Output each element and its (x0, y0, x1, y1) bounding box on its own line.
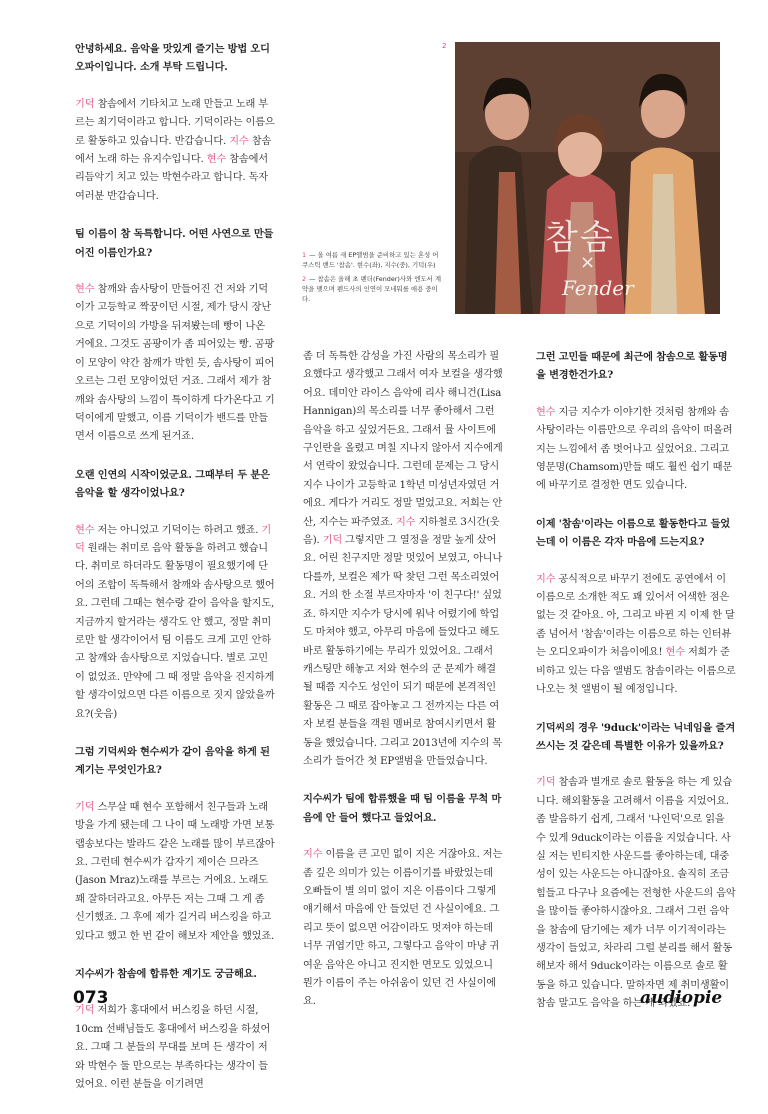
interview-answer (303, 348, 503, 771)
speaker-name: 지수 (536, 573, 556, 585)
interview-question: 기덕씨의 경우 '9duck'이라는 닉네임을 즐겨 쓰시는 것 같은데 특별한 이유가 있을까요? (536, 721, 736, 752)
interview-question: 팀 이름이 참 독특합니다. 어떤 사연으로 만들어진 이름인가요? (75, 228, 274, 259)
interview-question: 지수씨가 참솜에 합류한 계기도 궁금해요. (75, 968, 257, 981)
answer-text: 저희가 홍대에서 버스킹을 하던 시절, 10cm 선배님들도 홍대에서 버스킹을 하셨어요. 그때 그 분들의 무대를 보며 든 생각이 저와 박현수 둘 만으로는 부족하다는 생각이 들었어요. 이런 분들을 이기려면 (75, 1005, 271, 1091)
answer-text: 스무살 때 현수 포함해서 친구들과 노래방을 가게 됐는데 그 나이 때 노래방 가면 보통 랩송보다는 발라드 같은 노래를 많이 부르잖아요. 그런데 현수씨가 갑자기 제이슨 므라즈(Jason Mraz)노래를 부르는 거에요. 노래도 꽤 잘하더라고요. 아무든 저는 그때 그 게 좀 신기했죠. 그 후에 제가 길거리 버스킹을 하고 있다고 했고 한 번 같이 해보자 제안을 했었죠. (75, 801, 275, 942)
speaker-name: 지수 (303, 849, 323, 861)
interview-answer (75, 96, 275, 206)
answer-text: 지하철로 3시간(웃음). (303, 516, 500, 547)
speaker-name: 현수 (75, 284, 95, 296)
speaker-name: 기덕 (322, 535, 343, 547)
interview-question: 안녕하세요. 음악을 맛있게 즐기는 방법 오디오파이입니다. 소개 부탁 드립니다. (75, 43, 270, 74)
speaker-name: 기덕 (75, 801, 95, 813)
photo-logo-korean: 참솜 (545, 218, 615, 258)
interview-answer (75, 799, 275, 946)
interview-question: 이제 '참솜'이라는 이름으로 활동한다고 들었는데 이 이름은 각자 마음에 드는지요? (536, 517, 730, 549)
speaker-name: 현수 (75, 524, 95, 536)
caption-1: 1 — 올 여름 새 EP앨범을 준비하고 있는 혼성 어쿠스틱 밴드 '참솜'. 현수(좌), 지수(중), 기덕(우) (302, 251, 439, 269)
speaker-name: 현수 (206, 154, 227, 166)
interview-question: 오랜 인연의 시작이었군요. 그때부터 두 분은 음악을 할 생각이었나요? (75, 468, 270, 500)
answer-text: 참솜과 별개로 솔로 활동을 하는 게 있습니다. 해외활동을 고려해서 이름을 지었어요. 좀 발음하기 쉽게, 그래서 '나인덕'으로 읽을 수 있게 9duck이라는 이름을 지었습니다. 사실 저는 빈티지한 사운드를 좋아하는데, 대중성이 있는 사운드는 아니잖아요. 솔직히 조금 힘들고 다구나 요즘에는 전형한 사운드의 음악을 많이들 좋아하시잖아요. 그래서 그런 음악을 참솜에 담기에는 제가 너무 이기적이라는 생각이 들었고, 차라리 그럴 분리를 해서 활동해보자 해서 9duck이라는 이름으로 솔로 활동을 하고 있습니다. 말하자면 제 취미생활이 참솜 말고도 음악을 하는 게 되겠죠. (536, 777, 736, 1010)
answer-text: 원래는 취미로 음악 활동을 하려고 했습니다. 취미로 하더라도 활동명이 필요했기에 단어의 조합이 독특해서 참깨와 솜사탕으로 했어요. 그런데 그때는 현수랑 같이 음악을 할지도, 지금까지 할거라는 생각도 안 했고, 정말 취미로만 할 생각이어서 팀 이름도 크게 고민 안하고 참깨와 솜사탕으로 지었습니다. 별로 고민이 없었죠. 만약에 그 때 정말 음악을 진지하게 할 생각이었으면 다른 이름으로 짓지 않았을까요?(웃음) (75, 542, 275, 720)
interview-question: 지수씨가 팀에 합류했을 때 팀 이름을 무척 마음에 안 들어 했다고 들었어요. (303, 793, 502, 824)
article-column-1 (75, 40, 275, 1114)
speaker-name: 기덕 (536, 777, 556, 789)
caption-2: 2 — 참솜은 올해 초 펜더(Fender)사와 엔도서 계약을 맺으며 펜드사의 인연이 모네뭐를 애용 중이다. (302, 275, 441, 303)
interview-answer (75, 281, 275, 447)
answer-text: 이름을 큰 고민 없이 지은 거잖아요. 저는 좀 깊은 의미가 있는 이름이기를 바랐었는데 오빠들이 별 의미 없이 지은 이름이다 그렇게 얘기해서 마음에 안 들었던 건 사실이에요. 그리고 뜻이 없으면 어감이라도 멋져야 하는데 너무 귀엽기만 하고, 그렇다고 음악이 마냥 귀여운 음악은 아니고 진지한 면모도 있었으니 뭔가 이름이 주는 아쉬움이 있던 건 사실이에요. (303, 849, 503, 1008)
answer-text: 참솜에서 리듬악기 치고 있는 박현수라고 합니다. 독자 여러분 반갑습니다. (75, 154, 268, 202)
article-column-2 (303, 348, 503, 1031)
speaker-name: 기덕 (75, 524, 272, 554)
page-number: 073 (73, 988, 109, 1008)
speaker-name: 기덕 (75, 1005, 95, 1017)
speaker-name: 현수 (536, 406, 556, 418)
answer-text: 참솜에서 기타치고 노래 만들고 노래 부르는 최기덕이라고 합니다. 기덕이라는 이름으로 활동하고 있습니다. 반갑습니다. (75, 98, 275, 147)
interview-answer (75, 1002, 275, 1094)
speaker-name: 기덕 (75, 98, 95, 110)
answer-text: 참깨와 솜사탕이 만들어진 건 저와 기덕이가 고등학교 짝꿍이던 시절, 제가 당시 장난으로 기덕이의 가방을 뒤져봤는데 빵이 나온 거에요. 그것도 곰팡이가 좀 피어있는 빵. 곰팡이 모양이 약간 참깨가 박힌 듯, 솜사탕이 피어 오르는 그런 모양이었던 거죠. 그래서 제가 참깨와 솜사탕의 느낌이 특이하게 다가온다고 기덕이에게 말했고, 이름 기덕이가 밴드를 만들면서 이름으로 쓰게 된거죠. (75, 284, 275, 443)
interview-answer (536, 774, 736, 1013)
magazine-logo: audiopie (640, 988, 723, 1008)
photo-logo-fender: Fender (562, 276, 634, 300)
photo-index: 2 (442, 42, 447, 50)
answer-text: 그렇지만 그 열정을 정말 높게 샀어요. 어린 친구지만 정말 멋있어 보였고, 아니나 다를까, 보컬은 제가 딱 찾던 그런 목소리였어요. 거의 한 소절 부르자마자 '이 친구다!' 싶었죠. 하지만 지수가 당시에 워낙 어렸기에 학업도 마쳐야 했고, 아무리 마음에 들었다고 해도 바로 활동하기에는 무리가 있었어요. 그래서 캐스팅만 해놓고 저와 현수의 군 문제가 해결될 때쯤 지수도 성인이 되기 때문에 본격적인 활동은 그 때로 잡아놓고 그 전까지는 다른 여자 보컬 분들을 객원 멤버로 참여시키면서 활동을 했었습니다. 그리고 2013년에 지수의 목소리가 들어간 첫 EP앨범을 만들었습니다. (303, 535, 503, 767)
answer-text: 공식적으로 바꾸기 전에도 공연에서 이 이름으로 소개한 적도 꽤 있어서 어색한 점은 없는 것 같아요. 아, 그리고 바뀐 지 이제 한 달 좀 넘어서 '참솜'이라는 이름으로 하는 인터뷰는 오디오파이가 처음이에요! (536, 573, 735, 659)
interview-answer (75, 522, 275, 724)
answer-text: 저는 아니었고 기덕이는 하려고 했죠. (94, 524, 262, 536)
speaker-name: 지수 (229, 135, 249, 147)
answer-text: 지금 지수가 이야기한 것처럼 참깨와 솜사탕이라는 이름만으로 우리의 음악이 떠올려지는 느낌에서 좀 벗어나고 싶었어요. 그리고 영문명(Chamsom)만들 때도 훨씬 쉽기 때문에 바꾸기로 결정한 면도 있습니다. (536, 406, 733, 492)
band-photo (455, 42, 720, 314)
answer-text: 좀 더 독특한 감성을 가진 사람의 목소리가 필요했다고 생각했고 그래서 여자 보컬을 생각했어요. 데미안 라이스 음악에 리사 해니건(Lisa Hannigan)의 목소리를 너무 좋아해서 그런 음악을 하고 싶었거든요. 그래서 뮬 사이트에 구인란을 올렸고 며칠 지나지 않아서 지수에게서 연락이 왔었습니다. 그런데 문제는 그 당시 지수 나이가 고등학교 1학년 미성년자였던 거에요. 게다가 거리도 정말 멀었고요. 저희는 안산, 지수는 파주였죠. (303, 351, 503, 528)
article-column-3 (536, 348, 736, 1033)
speaker-name: 현수 (665, 647, 685, 659)
photo-captions (302, 250, 442, 308)
answer-text: 참솜에서 노래 하는 유지수입니다. (75, 135, 272, 166)
interview-answer (303, 846, 503, 1012)
interview-answer (536, 404, 736, 496)
speaker-name: 지수 (395, 516, 416, 528)
photo-logo-cross: × (580, 252, 596, 273)
interview-question: 그런 고민들 때문에 최근에 참솜으로 활동명을 변경한건가요? (536, 351, 728, 382)
band-photo-illustration (455, 42, 720, 314)
interview-question: 그럼 기덕씨와 현수씨가 같이 음악을 하게 된 계기는 무엇인가요? (75, 746, 270, 777)
answer-text: 저희가 준비하고 있는 다음 앨범도 참솜이라는 이름으로 나오는 첫 앨범이 될 예정입니다. (536, 647, 736, 696)
interview-answer (536, 571, 736, 700)
